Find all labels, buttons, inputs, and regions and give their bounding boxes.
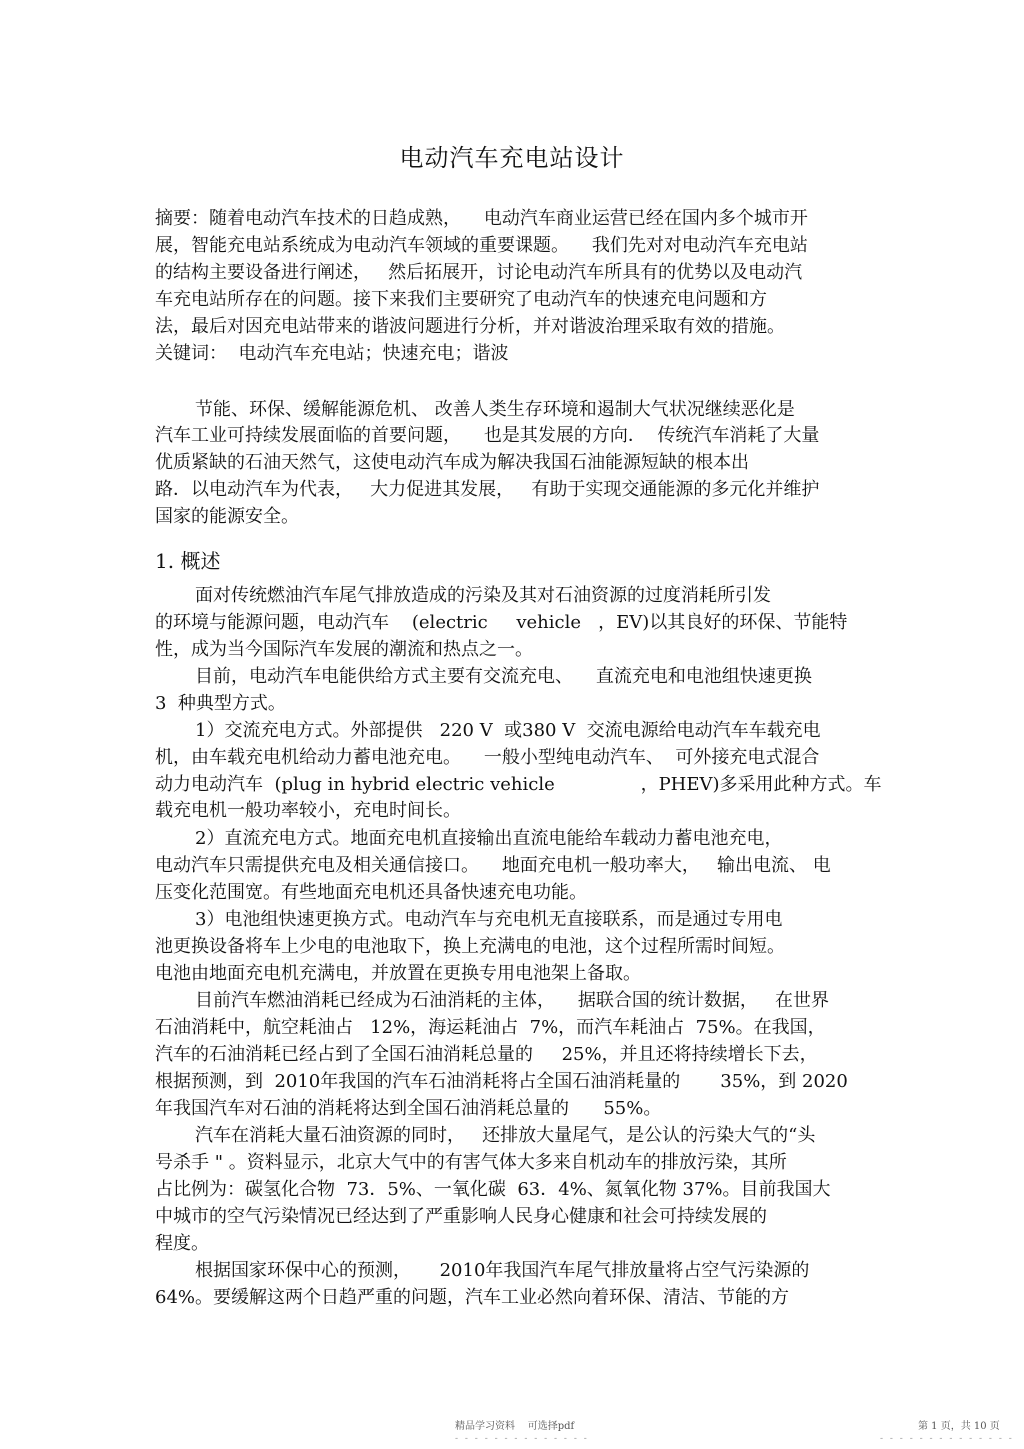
- text-line: 电池由地面充电机充满电，并放置在更换专用电池架上备取。: [155, 963, 641, 984]
- text-line: 目前汽车燃油消耗已经成为石油消耗的主体， 据联合国的统计数据， 在世界: [195, 990, 830, 1011]
- text-line: 车充电站所存在的问题。接下来我们主要研究了电动汽车的快速充电问题和方: [155, 289, 767, 310]
- text-line: 1）交流充电方式。外部提供 220 V 或380 V 交流电源给电动汽车车载充电: [195, 720, 821, 741]
- text-line: 根据预测，到 2010年我国的汽车石油消耗将占全国石油消耗量的 35%，到 2020: [155, 1071, 848, 1092]
- text-line: 压变化范围宽。有些地面充电机还具备快速充电功能。: [155, 882, 587, 903]
- text-line: 面对传统燃油汽车尾气排放造成的污染及其对石油资源的过度消耗所引发: [195, 585, 771, 606]
- text-line: 占比例为：碳氢化合物 73．5%、一氧化碳 63．4%、氮氧化物 37%。目前我国大: [155, 1179, 831, 1200]
- text-line: 节能、环保、缓解能源危机、 改善人类生存环境和遏制大气状况继续恶化是: [195, 399, 795, 420]
- text-line: 3）电池组快速更换方式。电动汽车与充电机无直接联系，而是通过专用电: [195, 909, 783, 930]
- footer-dashes-left: - - - - - - - - - - - - - -: [455, 1434, 589, 1444]
- text-line: 优质紧缺的石油天然气，这使电动汽车成为解决我国石油能源短缺的根本出: [155, 452, 749, 473]
- text-line: 电动汽车只需提供充电及相关通信接口。 地面充电机一般功率大， 输出电流、 电: [155, 855, 831, 876]
- text-line: 路．以电动汽车为代表， 大力促进其发展， 有助于实现交通能源的多元化并维护: [155, 479, 820, 500]
- text-line: 中城市的空气污染情况已经达到了严重影响人民身心健康和社会可持续发展的: [155, 1206, 767, 1227]
- text-line: 3 种典型方式。: [155, 693, 286, 714]
- text-line: 性，成为当今国际汽车发展的潮流和热点之一。: [155, 639, 533, 660]
- text-line: 年我国汽车对石油的消耗将达到全国石油消耗总量的 55%。: [155, 1098, 662, 1119]
- text-line: 关键词： 电动汽车充电站；快速充电；谐波: [155, 343, 509, 364]
- text-line: 展，智能充电站系统成为电动汽车领域的重要课题。 我们先对对电动汽车充电站: [155, 235, 808, 256]
- text-line: 汽车的石油消耗已经占到了全国石油消耗总量的 25%，并且还将持续增长下去，: [155, 1044, 818, 1065]
- footer-source: 精品学习资料 可选择pdf: [455, 1421, 575, 1432]
- footer-page-number: 第 1 页，共 10 页: [918, 1421, 1000, 1432]
- text-line: 汽车在消耗大量石油资源的同时， 还排放大量尾气，是公认的污染大气的“头: [195, 1125, 816, 1146]
- text-line: 摘要：随着电动汽车技术的日趋成熟， 电动汽车商业运营已经在国内多个城市开: [155, 208, 808, 229]
- text-line: 国家的能源安全。: [155, 506, 299, 527]
- page-title: 电动汽车充电站设计: [399, 144, 625, 172]
- text-line: 2）直流充电方式。地面充电机直接输出直流电能给车载动力蓄电池充电，: [195, 828, 783, 849]
- text-line: 机，由车载充电机给动力蓄电池充电。 一般小型纯电动汽车、 可外接充电式混合: [155, 747, 820, 768]
- text-line: 程度。: [155, 1233, 209, 1254]
- text-line: 目前，电动汽车电能供给方式主要有交流充电、 直流充电和电池组快速更换: [195, 666, 812, 687]
- text-line: 64%。要缓解这两个日趋严重的问题，汽车工业必然向着环保、清洁、节能的方: [155, 1287, 790, 1308]
- text-line: 石油消耗中，航空耗油占 12%，海运耗油占 7%，而汽车耗油占 75%。在我国，: [155, 1017, 826, 1038]
- text-line: 根据国家环保中心的预测， 2010年我国汽车尾气排放量将占空气污染源的: [195, 1260, 810, 1281]
- text-line: 法，最后对因充电站带来的谐波问题进行分析，并对谐波治理采取有效的措施。: [155, 316, 785, 337]
- footer-dashes-right: - - - - - - - - - - - - - -: [880, 1434, 1014, 1444]
- text-line: 池更换设备将车上少电的电池取下，换上充满电的电池，这个过程所需时间短。: [155, 936, 785, 957]
- text-line: 的结构主要设备进行阐述， 然后拓展开，讨论电动汽车所具有的优势以及电动汽: [155, 262, 803, 283]
- text-line: 的环境与能源问题，电动汽车 (electric vehicle ，EV)以其良好的环保、节能特: [155, 612, 848, 633]
- text-line: 载充电机一般功率较小，充电时间长。: [155, 800, 461, 821]
- text-line: 号杀手 " 。资料显示，北京大气中的有害气体大多来自机动车的排放污染，其所: [155, 1152, 787, 1173]
- text-line: 汽车工业可持续发展面临的首要问题， 也是其发展的方向． 传统汽车消耗了大量: [155, 425, 820, 446]
- section-heading: 1. 概述: [155, 549, 221, 573]
- text-line: 动力电动汽车 (plug in hybrid electric vehicle ，PHEV)多采用此种方式。车: [155, 774, 882, 795]
